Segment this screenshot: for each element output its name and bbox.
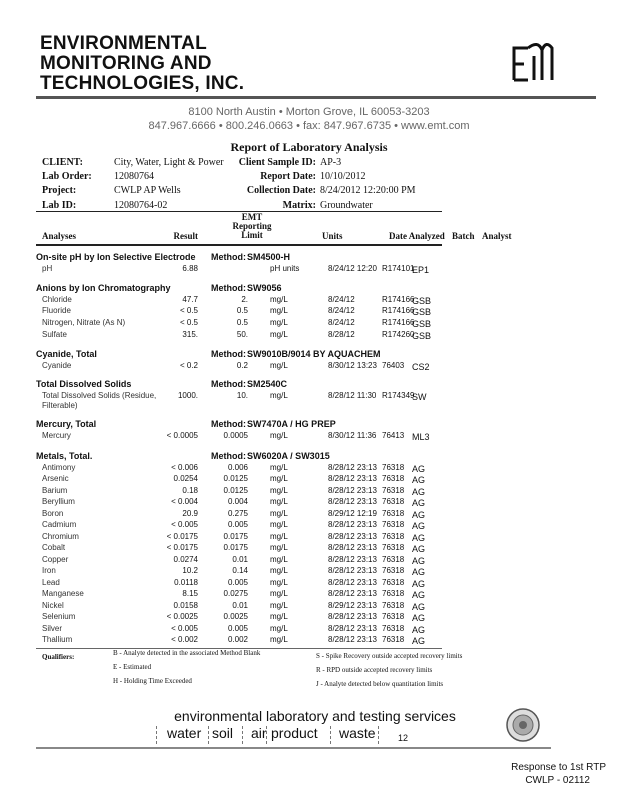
units: mg/L bbox=[270, 623, 288, 633]
units: mg/L bbox=[270, 306, 288, 316]
batch: 76318 bbox=[382, 600, 405, 610]
result-value: 0.0274 bbox=[173, 554, 198, 564]
service-water: water bbox=[167, 725, 202, 741]
reporting-limit: 0.01 bbox=[232, 600, 248, 610]
analyte-name: Mercury bbox=[42, 431, 71, 441]
reporting-limit: 0.0175 bbox=[223, 531, 248, 541]
batch: 76318 bbox=[382, 497, 405, 507]
qualifier-h: H - Holding Time Exceeded bbox=[113, 677, 192, 685]
col-limit-line2: Reporting bbox=[232, 221, 272, 231]
analyte-name: Sulfate bbox=[42, 329, 67, 339]
units: mg/L bbox=[270, 431, 288, 441]
batch: R174260 bbox=[382, 329, 415, 339]
matrix-label: Matrix: bbox=[282, 200, 316, 211]
analyst: AG bbox=[412, 532, 426, 543]
units: mg/L bbox=[270, 589, 288, 599]
analyst: AG bbox=[412, 578, 426, 589]
analyte-name: Cyanide bbox=[42, 360, 72, 370]
date-analyzed: 8/28/12 23:13 bbox=[328, 566, 377, 576]
result-value: < 0.0175 bbox=[166, 531, 198, 541]
analyst: AG bbox=[412, 544, 426, 555]
units: mg/L bbox=[270, 474, 288, 484]
col-units: Units bbox=[322, 231, 343, 241]
analyte-name: Barium bbox=[42, 485, 68, 495]
analyst: AG bbox=[412, 555, 426, 566]
reporting-limit: 2. bbox=[241, 294, 248, 304]
service-waste: waste bbox=[339, 725, 376, 741]
collection-date-label: Collection Date: bbox=[246, 185, 316, 196]
units: mg/L bbox=[270, 531, 288, 541]
units: mg/L bbox=[270, 508, 288, 518]
analyte-name: Cobalt bbox=[42, 543, 66, 553]
batch: 76318 bbox=[382, 508, 405, 518]
method-value: SM2540C bbox=[247, 379, 288, 390]
result-value: < 0.006 bbox=[171, 462, 198, 472]
result-value: 0.18 bbox=[182, 485, 198, 495]
analyst: ML3 bbox=[412, 432, 430, 443]
analyst: GSB bbox=[412, 295, 432, 306]
reporting-limit: 50. bbox=[236, 329, 248, 339]
method-label: Method: bbox=[211, 252, 246, 262]
batch: R174166 bbox=[382, 306, 415, 316]
reporting-limit: 0.0005 bbox=[223, 431, 248, 441]
qualifier-r: R - RPD outside accepted recovery limits bbox=[316, 666, 433, 674]
analyst: AG bbox=[412, 636, 426, 647]
date-analyzed: 8/30/12 11:36 bbox=[328, 431, 377, 441]
analyte-name: Selenium bbox=[42, 612, 76, 622]
result-value: 0.0158 bbox=[173, 600, 198, 610]
date-analyzed: 8/28/12 bbox=[328, 329, 355, 339]
reporting-limit: 0.006 bbox=[227, 462, 248, 472]
emt-logo-icon bbox=[508, 40, 556, 86]
divider bbox=[378, 726, 379, 744]
date-analyzed: 8/28/12 23:13 bbox=[328, 520, 377, 530]
analyst: AG bbox=[412, 521, 426, 532]
method-value: SW9056 bbox=[247, 282, 282, 293]
company-line-2: MONITORING AND bbox=[40, 53, 212, 74]
accreditation-seal-icon bbox=[505, 707, 541, 743]
lab-id-label: Lab ID: bbox=[42, 200, 77, 211]
result-value: < 0.5 bbox=[179, 318, 198, 328]
analyst: AG bbox=[412, 463, 426, 474]
method-label: Method: bbox=[211, 348, 246, 359]
units: mg/L bbox=[270, 391, 288, 401]
result-value: 0.0118 bbox=[174, 577, 198, 587]
analyte-name: Iron bbox=[42, 566, 56, 576]
analyst: EP1 bbox=[412, 265, 430, 275]
analyte-name: Chromium bbox=[42, 531, 79, 541]
analyte-name: Cadmium bbox=[42, 520, 77, 530]
date-analyzed: 8/28/12 23:13 bbox=[328, 531, 377, 541]
col-limit-line3: Limit bbox=[241, 230, 263, 240]
batch: 76318 bbox=[382, 485, 405, 495]
result-value: < 0.002 bbox=[171, 635, 198, 645]
method-label: Method: bbox=[211, 282, 246, 293]
address-line: 8100 North Austin • Morton Grove, IL 60053-3203 bbox=[188, 106, 430, 118]
analyst: GSB bbox=[412, 330, 432, 341]
analyst: CS2 bbox=[412, 361, 430, 372]
analyst: AG bbox=[412, 509, 426, 520]
result-value: < 0.0025 bbox=[166, 612, 198, 622]
footer-tagline: environmental laboratory and testing services bbox=[174, 708, 456, 724]
reporting-limit: 0.005 bbox=[227, 520, 248, 530]
qualifier-s: S - Spike Recovery outside accepted recovery limits bbox=[316, 652, 463, 660]
date-analyzed: 8/28/12 23:13 bbox=[328, 485, 377, 495]
units: mg/L bbox=[270, 360, 288, 370]
units: mg/L bbox=[270, 318, 288, 328]
batch: 76318 bbox=[382, 612, 405, 622]
reporting-limit: 0.004 bbox=[227, 497, 248, 507]
result-value: 8.15 bbox=[182, 589, 198, 599]
analyte-name: Boron bbox=[42, 508, 64, 518]
batch: R174349 bbox=[382, 391, 415, 401]
batch: 76318 bbox=[382, 554, 405, 564]
date-analyzed: 8/28/12 23:13 bbox=[328, 543, 377, 553]
result-value: 315. bbox=[182, 329, 198, 339]
group-title: Anions by Ion Chromatography bbox=[36, 282, 171, 293]
company-name bbox=[40, 34, 244, 94]
reporting-limit: 0.5 bbox=[236, 306, 248, 316]
batch: 76403 bbox=[382, 360, 405, 370]
company-line-1: ENVIRONMENTAL bbox=[40, 33, 207, 54]
analyte-name: Total Dissolved Solids (Residue, Filterable) bbox=[42, 391, 157, 411]
analyst: GSB bbox=[412, 319, 432, 330]
response-stamp: Response to 1st RTP bbox=[511, 762, 606, 773]
divider bbox=[330, 726, 331, 744]
service-soil: soil bbox=[212, 725, 234, 741]
batch: 76318 bbox=[382, 520, 405, 530]
analyst: AG bbox=[412, 567, 426, 578]
reporting-limit: 0.275 bbox=[227, 508, 248, 518]
result-value: 47.7 bbox=[182, 294, 198, 304]
units: mg/L bbox=[270, 329, 288, 339]
group-title: Mercury, Total bbox=[36, 419, 97, 430]
group-title: Total Dissolved Solids bbox=[36, 379, 132, 390]
method-value: SM4500-H bbox=[247, 252, 291, 262]
analyte-name: Manganese bbox=[42, 589, 84, 599]
reporting-limit: 0.0175 bbox=[223, 543, 248, 553]
analyst: AG bbox=[412, 601, 426, 612]
units: mg/L bbox=[270, 600, 288, 610]
result-value: 10.2 bbox=[182, 566, 198, 576]
analyte-name: Nickel bbox=[42, 600, 64, 610]
units: mg/L bbox=[270, 566, 288, 576]
contact-line: 847.967.6666 • 800.246.0663 • fax: 847.967.6735 • www.emt.com bbox=[148, 120, 470, 132]
sample-id-label: Client Sample ID: bbox=[238, 157, 316, 168]
date-analyzed: 8/28/12 23:13 bbox=[328, 577, 377, 587]
analyst: AG bbox=[412, 613, 426, 624]
date-analyzed: 8/28/12 23:13 bbox=[328, 612, 377, 622]
analyte-name: Chloride bbox=[42, 294, 72, 304]
reporting-limit: 0.0125 bbox=[223, 474, 248, 484]
date-analyzed: 8/28/12 23:13 bbox=[328, 474, 377, 484]
analyte-name: Nitrogen, Nitrate (As N) bbox=[42, 318, 126, 328]
report-date-label: Report Date: bbox=[260, 171, 316, 182]
analyte-name: pH bbox=[42, 264, 53, 273]
qualifier-b: B - Analyte detected in the associated Method Blank bbox=[113, 649, 261, 657]
analyte-name: Antimony bbox=[42, 462, 76, 472]
analyte-name: Fluoride bbox=[42, 306, 71, 316]
collection-date-value: 8/24/2012 12:20:00 PM bbox=[320, 185, 416, 196]
date-analyzed: 8/29/12 23:13 bbox=[328, 600, 377, 610]
units: pH units bbox=[270, 264, 300, 273]
reporting-limit: 0.2 bbox=[236, 360, 248, 370]
date-analyzed: 8/28/12 11:30 bbox=[328, 391, 377, 401]
result-value: < 0.004 bbox=[171, 497, 198, 507]
client-value: City, Water, Light & Power bbox=[114, 157, 224, 168]
service-air: air bbox=[251, 725, 267, 741]
analyst: GSB bbox=[412, 307, 432, 318]
divider bbox=[156, 726, 157, 744]
reporting-limit: 0.0025 bbox=[223, 612, 248, 622]
date-analyzed: 8/28/12 23:13 bbox=[328, 635, 377, 645]
project-label: Project: bbox=[42, 185, 77, 196]
page-number: 12 bbox=[398, 733, 409, 743]
analyte-name: Lead bbox=[42, 577, 60, 587]
table-header-rule bbox=[36, 244, 442, 246]
units: mg/L bbox=[270, 554, 288, 564]
date-analyzed: 8/28/12 23:13 bbox=[328, 554, 377, 564]
analyst: AG bbox=[412, 498, 426, 509]
report-date-value: 10/10/2012 bbox=[320, 171, 366, 182]
bates-number: CWLP - 02112 bbox=[525, 775, 590, 786]
col-date-analyzed: Date Analyzed bbox=[389, 231, 445, 241]
date-analyzed: 8/28/12 23:13 bbox=[328, 623, 377, 633]
units: mg/L bbox=[270, 635, 288, 645]
batch: 76318 bbox=[382, 623, 405, 633]
date-analyzed: 8/28/12 23:13 bbox=[328, 589, 377, 599]
reporting-limit: 0.002 bbox=[227, 635, 248, 645]
reporting-limit: 10. bbox=[236, 391, 248, 401]
result-value: < 0.0005 bbox=[166, 431, 198, 441]
batch: 76318 bbox=[382, 474, 405, 484]
analyte-name: Thallium bbox=[42, 635, 73, 645]
group-title: On-site pH by Ion Selective Electrode bbox=[36, 252, 196, 262]
qualifier-j: J - Analyte detected below quantitation limits bbox=[316, 680, 444, 688]
divider bbox=[242, 726, 243, 744]
reporting-limit: 0.0125 bbox=[223, 485, 248, 495]
result-value: < 0.2 bbox=[179, 360, 198, 370]
analyst: AG bbox=[412, 590, 426, 601]
batch: 76318 bbox=[382, 589, 405, 599]
project-value: CWLP AP Wells bbox=[114, 185, 181, 196]
divider bbox=[208, 726, 209, 744]
units: mg/L bbox=[270, 294, 288, 304]
lab-order-value: 12080764 bbox=[114, 171, 154, 182]
result-value: 1000. bbox=[177, 391, 198, 401]
method-label: Method: bbox=[211, 419, 246, 430]
date-analyzed: 8/24/12 bbox=[328, 318, 355, 328]
col-limit bbox=[222, 213, 282, 240]
analyte-name: Copper bbox=[42, 554, 69, 564]
service-product: product bbox=[271, 725, 318, 741]
date-analyzed: 8/30/12 13:23 bbox=[328, 360, 377, 370]
reporting-limit: 0.005 bbox=[227, 623, 248, 633]
lab-id-value: 12080764-02 bbox=[114, 200, 168, 211]
reporting-limit: 0.01 bbox=[232, 554, 248, 564]
report-title: Report of Laboratory Analysis bbox=[230, 140, 388, 154]
batch: 76318 bbox=[382, 543, 405, 553]
units: mg/L bbox=[270, 577, 288, 587]
batch: 76318 bbox=[382, 577, 405, 587]
analyst: SW bbox=[412, 392, 427, 403]
units: mg/L bbox=[270, 543, 288, 553]
analyst: AG bbox=[412, 475, 426, 486]
result-value: < 0.005 bbox=[171, 520, 198, 530]
date-analyzed: 8/24/12 12:20 bbox=[328, 264, 377, 273]
reporting-limit: 0.0275 bbox=[223, 589, 248, 599]
result-value: 0.0254 bbox=[173, 474, 198, 484]
batch: R174166 bbox=[382, 294, 415, 304]
qualifiers-label: Qualifiers: bbox=[42, 653, 75, 661]
batch: 76318 bbox=[382, 531, 405, 541]
matrix-value: Groundwater bbox=[320, 200, 373, 211]
result-value: < 0.0175 bbox=[166, 543, 198, 553]
method-label: Method: bbox=[211, 379, 246, 390]
date-analyzed: 8/24/12 bbox=[328, 306, 355, 316]
lab-order-label: Lab Order: bbox=[42, 171, 92, 182]
analyst: AG bbox=[412, 486, 426, 497]
analyte-name: Silver bbox=[42, 623, 63, 633]
group-title: Cyanide, Total bbox=[36, 348, 97, 359]
divider bbox=[266, 726, 267, 744]
reporting-limit: 0.14 bbox=[232, 566, 248, 576]
col-analyses: Analyses bbox=[42, 231, 77, 241]
date-analyzed: 8/28/12 23:13 bbox=[328, 462, 377, 472]
batch: 76318 bbox=[382, 635, 405, 645]
units: mg/L bbox=[270, 485, 288, 495]
analyst: AG bbox=[412, 624, 426, 635]
header-divider bbox=[36, 211, 442, 212]
date-analyzed: 8/28/12 23:13 bbox=[328, 497, 377, 507]
header-rule bbox=[36, 96, 596, 99]
units: mg/L bbox=[270, 520, 288, 530]
batch: 76318 bbox=[382, 462, 405, 472]
col-batch: Batch bbox=[452, 231, 475, 241]
batch: 76318 bbox=[382, 566, 405, 576]
method-value: SW9010B/9014 BY AQUACHEM bbox=[247, 348, 381, 359]
method-label: Method: bbox=[211, 450, 246, 461]
units: mg/L bbox=[270, 462, 288, 472]
col-limit-line1: EMT bbox=[241, 212, 263, 222]
method-value: SW6020A / SW3015 bbox=[247, 450, 330, 461]
reporting-limit: 0.005 bbox=[227, 577, 248, 587]
company-line-3: TECHNOLOGIES, INC. bbox=[40, 73, 245, 94]
batch: R174101 bbox=[382, 264, 415, 273]
result-value: < 0.5 bbox=[179, 306, 198, 316]
col-analyst: Analyst bbox=[482, 231, 512, 241]
group-title: Metals, Total. bbox=[36, 450, 93, 461]
reporting-limit: 0.5 bbox=[236, 318, 248, 328]
date-analyzed: 8/24/12 bbox=[328, 294, 355, 304]
result-value: 6.88 bbox=[182, 264, 198, 273]
analyte-name: Beryllium bbox=[42, 497, 75, 507]
client-label: CLIENT: bbox=[42, 157, 83, 168]
units: mg/L bbox=[270, 497, 288, 507]
footer-rule bbox=[36, 747, 551, 749]
date-analyzed: 8/29/12 12:19 bbox=[328, 508, 377, 518]
analyte-name: Arsenic bbox=[42, 474, 69, 484]
result-value: 20.9 bbox=[182, 508, 198, 518]
method-value: SW7470A / HG PREP bbox=[247, 419, 336, 430]
sample-id-value: AP-3 bbox=[320, 157, 342, 168]
units: mg/L bbox=[270, 612, 288, 622]
batch: R174166 bbox=[382, 318, 415, 328]
batch: 76413 bbox=[382, 431, 405, 441]
result-value: < 0.005 bbox=[171, 623, 198, 633]
qualifier-e: E - Estimated bbox=[113, 663, 152, 671]
col-result: Result bbox=[173, 231, 198, 241]
